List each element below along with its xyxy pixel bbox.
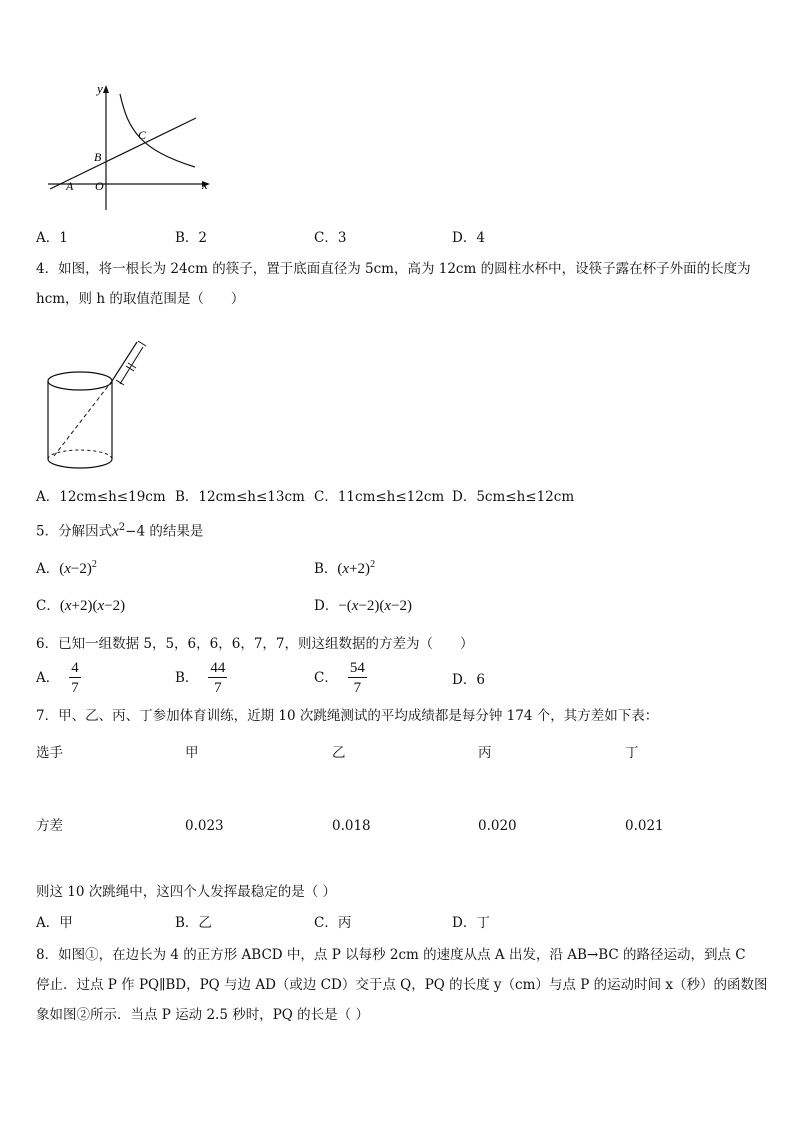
q5-option-b[interactable]: [314, 555, 375, 579]
q5-option-d[interactable]: [314, 596, 412, 616]
point-c-label: C: [138, 128, 147, 142]
q4-stem-line1: 4．如图，将一根长为 24cm 的筷子，置于底面直径为 5cm，高为 12cm 的圆柱水杯中，设筷子露在杯子外面的长度为: [36, 261, 751, 277]
hyperbola-curve: [120, 94, 195, 167]
origin-label: O: [95, 179, 104, 193]
q7-table-header-ding: 丁: [625, 745, 639, 761]
y-axis-arrow: [103, 85, 109, 93]
q7-table-header-bing: 丙: [478, 745, 492, 761]
chopstick-inside: [54, 381, 112, 456]
q7-table-cell-bing: 0.020: [478, 818, 517, 834]
q6-option-a[interactable]: [36, 660, 81, 696]
q7-table-cell-yi: 0.018: [332, 818, 371, 834]
cup-bottom-back: [48, 450, 112, 459]
q7-table-header-jia: 甲: [185, 745, 199, 761]
q7-table-cell-jia: 0.023: [185, 818, 224, 834]
q4-option-c[interactable]: C．11cm≤h≤12cm: [314, 489, 445, 505]
point-b-label: B: [94, 150, 102, 164]
q5-stem-prefix: 5．分解因式: [36, 523, 113, 540]
q4-option-d[interactable]: D．5cm≤h≤12cm: [452, 489, 575, 505]
q4-option-a[interactable]: A．12cm≤h≤19cm: [36, 489, 166, 505]
q7-option-d[interactable]: D．丁: [452, 915, 490, 931]
q7-table-cell-ding: 0.021: [625, 818, 664, 834]
q3-option-c[interactable]: C．3: [314, 230, 347, 246]
q5-option-b-label: B．: [314, 561, 338, 577]
measure-tick-top: [138, 341, 146, 346]
cylinder-cup-figure: [42, 336, 157, 476]
q7-table-row-label: 方差: [36, 818, 63, 834]
q7-question: 则这 10 次跳绳中，这四个人发挥最稳定的是（ ）: [36, 884, 337, 900]
q5-option-c[interactable]: [36, 596, 125, 616]
q6-option-b[interactable]: [175, 660, 227, 696]
cup-bottom-front: [48, 459, 112, 468]
q4-option-b[interactable]: B．12cm≤h≤13cm: [175, 489, 305, 505]
q5-option-b-expr: $(x+2)^2$: [337, 559, 376, 577]
q5-option-c-expr: (x+2)(x−2): [59, 598, 126, 614]
q6-option-b-label: B．: [175, 670, 199, 686]
q5-option-a-expr: $(x-2)^2$: [59, 559, 97, 577]
q5-option-a[interactable]: [36, 555, 97, 579]
q7-stem: 7．甲、乙、丙、丁参加体育训练，近期 10 次跳绳测试的平均成绩都是每分钟 174 个，其方差如下表：: [36, 708, 659, 724]
cup-top-rim: [48, 372, 112, 390]
q5-stem-var: x: [112, 523, 119, 540]
q6-option-b-fraction: $\frac{44}{7}$: [210, 660, 226, 696]
q5-stem-sup: 2: [118, 522, 126, 533]
q4-stem-line2: hcm，则 h 的取值范围是（ ）: [36, 291, 245, 307]
q5-option-d-label: D．: [314, 598, 339, 614]
x-axis-label: x: [202, 177, 208, 192]
q5-option-c-label: C．: [36, 598, 60, 614]
measure-tick-bottom: [116, 380, 124, 385]
q6-option-d[interactable]: D．6: [452, 672, 485, 688]
q3-option-d[interactable]: D．4: [452, 230, 485, 246]
q5-stem: [36, 518, 203, 542]
q6-option-c[interactable]: [314, 660, 367, 696]
measure-mark-1: [126, 366, 134, 371]
q6-option-a-label: A．: [36, 670, 60, 686]
q6-option-a-fraction: $\frac{4}{7}$: [71, 660, 79, 696]
q5-option-a-label: A．: [36, 561, 60, 577]
q6-option-c-label: C．: [314, 670, 338, 686]
function-graph: [40, 78, 225, 218]
q5-option-d-expr: −(x−2)(x−2): [338, 598, 413, 614]
q6-option-c-fraction: $\frac{54}{7}$: [349, 660, 365, 696]
q7-option-b[interactable]: B．乙: [175, 915, 212, 931]
q8-stem-line2: 停止．过点 P 作 PQ∥BD，PQ 与边 AD（或边 CD）交于点 Q，PQ 的长度 y（cm）与点 P 的运动时间 x（秒）的函数图: [36, 977, 768, 993]
point-a-label: A: [66, 179, 74, 193]
q3-option-a[interactable]: A．1: [36, 230, 68, 246]
q7-table-header-yi: 乙: [332, 745, 346, 761]
q7-option-a[interactable]: A．甲: [36, 915, 73, 931]
q5-stem-rest: −4 的结果是: [125, 523, 204, 540]
y-axis-label: y: [97, 81, 103, 96]
q6-stem: 6．已知一组数据 5，5，6，6，6，7，7，则这组数据的方差为（ ）: [36, 636, 474, 652]
q8-stem-line3: 象如图②所示．当点 P 运动 2.5 秒时，PQ 的长是（ ）: [36, 1007, 369, 1023]
q3-option-b[interactable]: B．2: [175, 230, 208, 246]
chopstick-outside: [112, 342, 137, 381]
q7-table-header-player: 选手: [36, 745, 63, 761]
q7-option-c[interactable]: C．丙: [314, 915, 352, 931]
q8-stem-line1: 8．如图①，在边长为 4 的正方形 ABCD 中，点 P 以每秒 2cm 的速度从点 A 出发，沿 AB→BC 的路径运动，到点 C: [36, 947, 746, 963]
